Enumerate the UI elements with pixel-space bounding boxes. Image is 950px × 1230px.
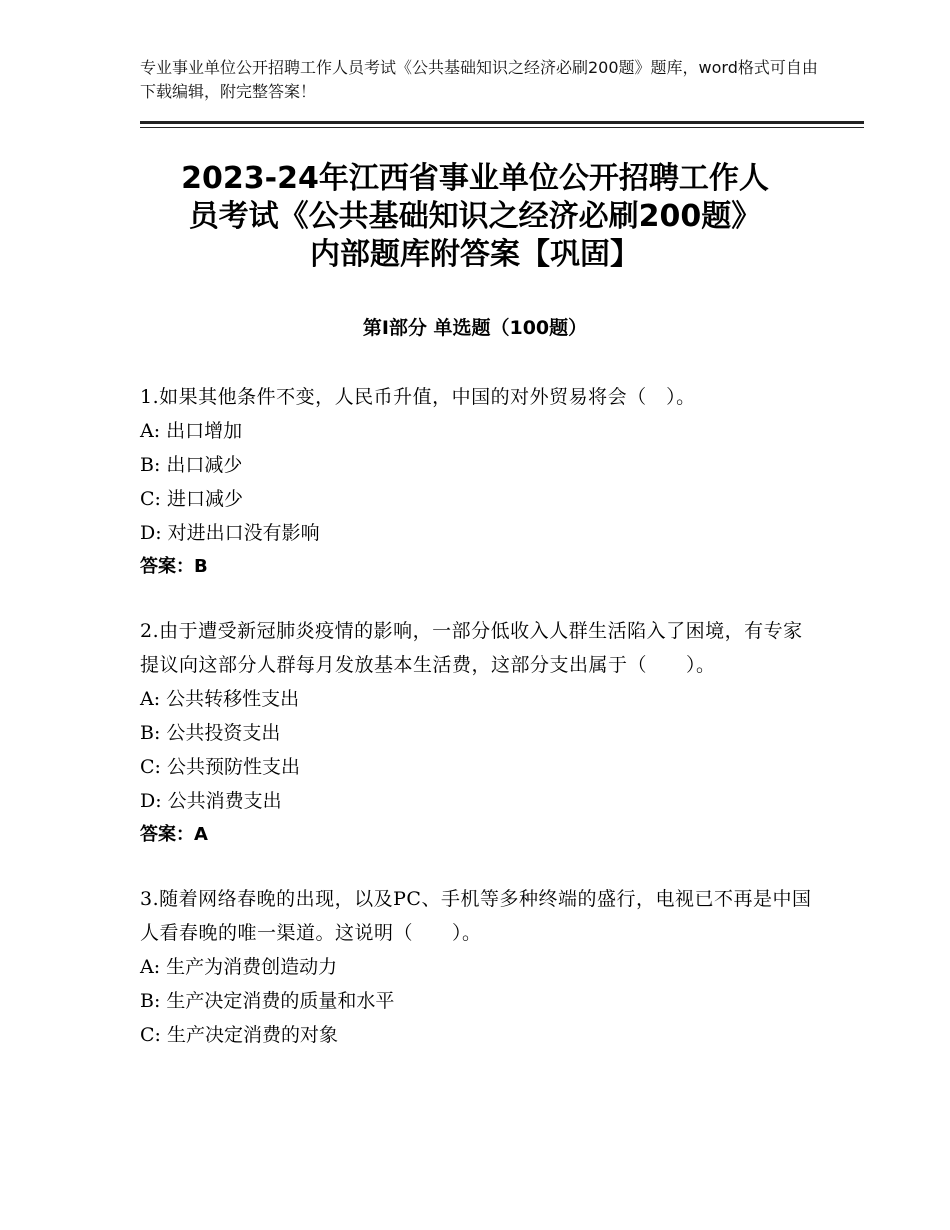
option-d: D: 公共消费支出 — [140, 790, 282, 812]
option-b: B: 生产决定消费的质量和水平 — [140, 990, 395, 1012]
header-rule-thick — [140, 121, 864, 124]
answer: 答案：B — [140, 556, 208, 577]
question-2 — [140, 614, 820, 852]
option-c: C: 进口减少 — [140, 488, 243, 510]
answer: 答案：A — [140, 824, 208, 845]
option-b: B: 出口减少 — [140, 454, 243, 476]
question-text: 3.随着网络春晚的出现，以及PC、手机等多种终端的盛行，电视已不再是中国人看春晚的唯一渠道。这说明（ ）。 — [140, 888, 812, 944]
question-text: 2.由于遭受新冠肺炎疫情的影响，一部分低收入人群生活陷入了困境，有专家提议向这部分人群每月发放基本生活费，这部分支出属于（ ）。 — [140, 620, 803, 676]
option-c: C: 公共预防性支出 — [140, 756, 300, 778]
title-line: 2023-24年江西省事业单位公开招聘工作人 — [181, 161, 769, 196]
header-note: 专业事业单位公开招聘工作人员考试《公共基础知识之经济必刷200题》题库，word格式可自由下载编辑，附完整答案！ — [140, 58, 818, 101]
option-a: A: 出口增加 — [140, 420, 243, 442]
option-c: C: 生产决定消费的对象 — [140, 1024, 338, 1046]
option-a: A: 公共转移性支出 — [140, 688, 300, 710]
option-d: D: 对进出口没有影响 — [140, 522, 320, 544]
title-line: 员考试《公共基础知识之经济必刷200题》 — [188, 199, 762, 234]
header-rule-thin — [140, 127, 864, 128]
section-heading: 第Ⅰ部分 单选题（100题） — [362, 317, 588, 339]
question-list — [140, 380, 820, 1082]
option-a: A: 生产为消费创造动力 — [140, 956, 338, 978]
document-title — [130, 160, 820, 274]
title-line: 内部题库附答案【巩固】 — [310, 237, 640, 272]
option-b: B: 公共投资支出 — [140, 722, 281, 744]
question-1 — [140, 380, 820, 584]
question-text: 1.如果其他条件不变，人民币升值，中国的对外贸易将会（ ）。 — [140, 386, 696, 408]
question-3 — [140, 882, 820, 1052]
